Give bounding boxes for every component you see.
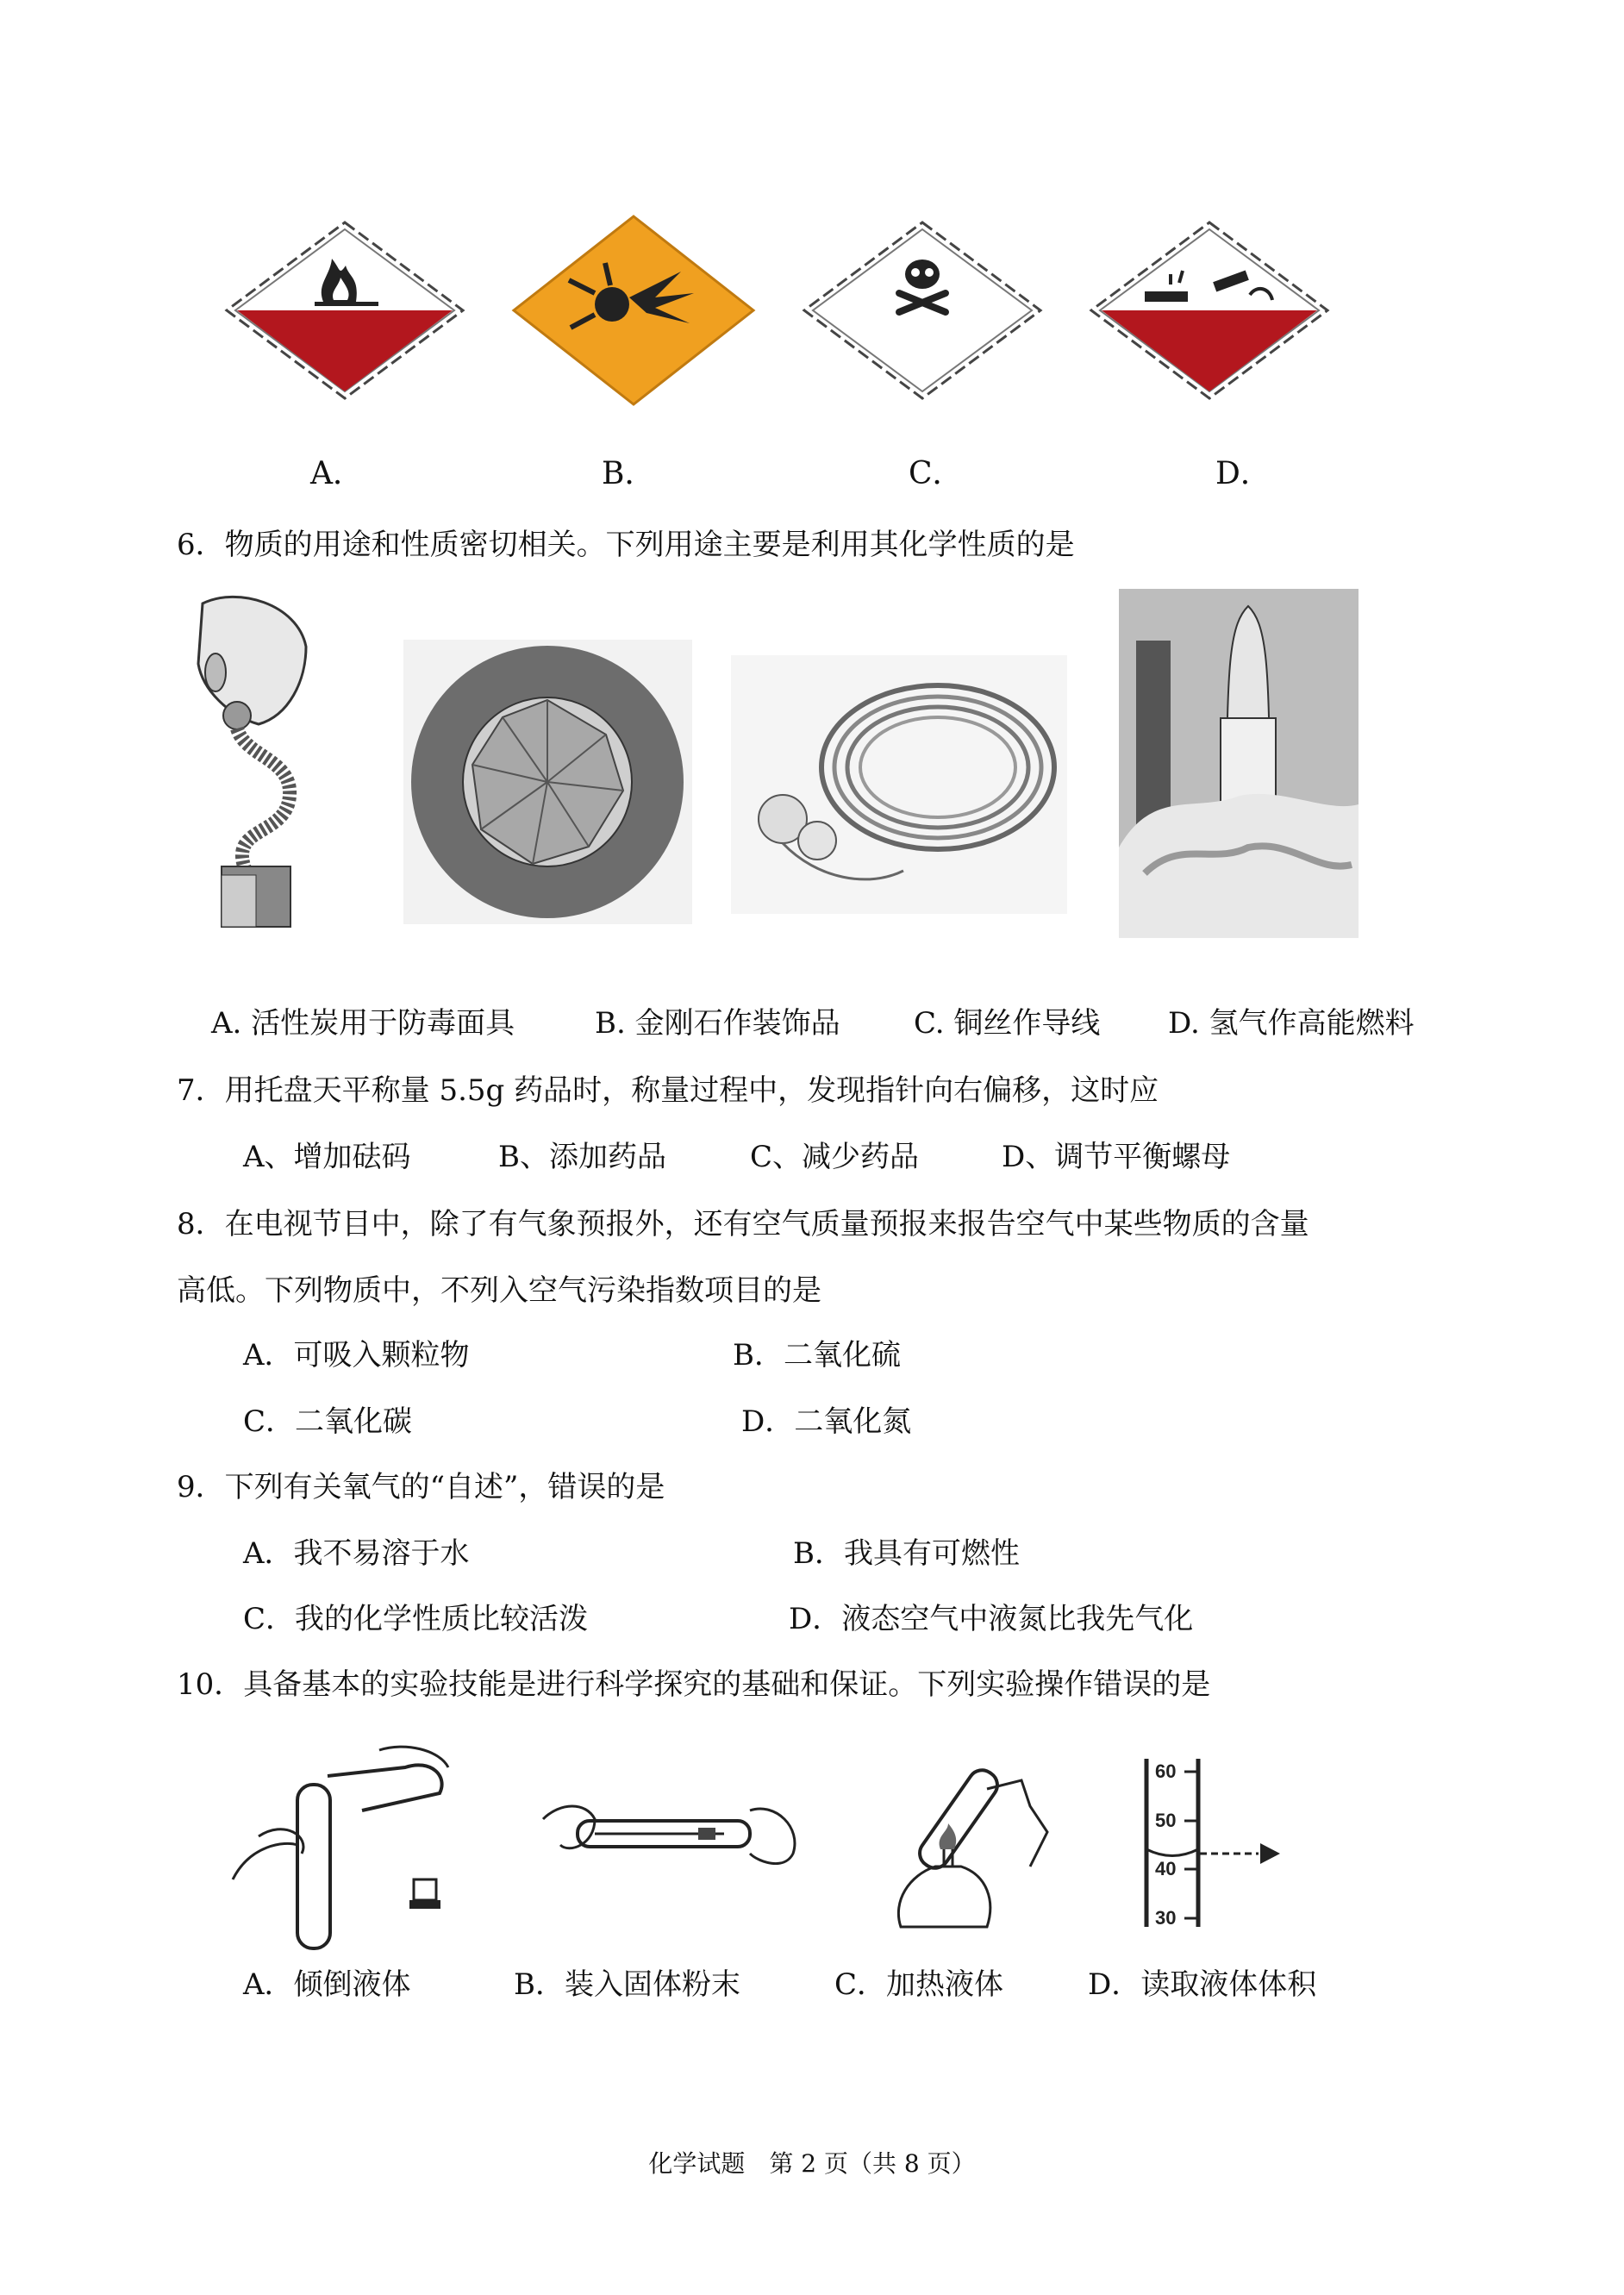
q8-stem-line2: 高低。下列物质中，不列入空气污染指数项目的是: [177, 1273, 821, 1308]
cylinder-tick-50: 50: [1155, 1810, 1177, 1831]
q8-option-b: B．二氧化硫: [733, 1338, 901, 1373]
measuring-cylinder-image: [1138, 1759, 1293, 1931]
hazard-label-b: B．: [602, 456, 656, 491]
q10-option-a: A．倾倒液体: [243, 1967, 411, 2002]
heating-liquid-image: [875, 1754, 1073, 1927]
q10-stem: 10．具备基本的实验技能是进行科学探究的基础和保证。下列实验操作错误的是: [177, 1667, 1211, 1702]
q6-option-c: C. 铜丝作导线: [914, 1006, 1101, 1041]
q8-option-a: A．可吸入颗粒物: [243, 1338, 470, 1373]
q8-stem-line1: 8．在电视节目中，除了有气象预报外，还有空气质量预报来报告空气中某些物质的含量: [177, 1207, 1309, 1241]
cylinder-tick-30: 30: [1155, 1907, 1177, 1929]
powder-loading-image: [543, 1785, 802, 1905]
hazard-label-a: A．: [310, 456, 364, 491]
q6-option-b: B. 金刚石作装饰品: [595, 1006, 840, 1041]
q7-option-d: D、调节平衡螺母: [1002, 1140, 1231, 1174]
rocket-launch-image: [1119, 589, 1359, 938]
q9-stem: 9．下列有关氧气的“自述”，错误的是: [177, 1470, 665, 1504]
q7-option-b: B、添加药品: [498, 1140, 666, 1174]
q6-option-a: A. 活性炭用于防毒面具: [211, 1006, 515, 1041]
q7-option-a: A、增加砝码: [243, 1140, 411, 1174]
corrosive-sign: [1084, 216, 1334, 405]
pouring-liquid-image: [233, 1742, 465, 1948]
toxic-sign: [797, 216, 1047, 405]
q10-option-d: D．读取液体体积: [1088, 1967, 1317, 2002]
q9-option-b: B．我具有可燃性: [793, 1536, 1020, 1571]
page-footer: 化学试题 第 2 页（共 8 页）: [648, 2149, 976, 2178]
hazard-label-d: D．: [1215, 456, 1271, 491]
q9-option-d: D．液态空气中液氮比我先气化: [789, 1602, 1194, 1636]
diamond-image: [403, 640, 692, 924]
q8-option-d: D．二氧化氮: [741, 1404, 912, 1439]
q8-option-c: C．二氧化碳: [243, 1404, 413, 1439]
q7-option-c: C、减少药品: [750, 1140, 920, 1174]
copper-wire-image: [731, 655, 1067, 914]
gas-mask-image: [177, 586, 332, 931]
hazard-label-c: C．: [909, 456, 964, 491]
q6-option-d: D. 氢气作高能燃料: [1168, 1006, 1415, 1041]
q10-option-c: C．加热液体: [834, 1967, 1004, 2002]
cylinder-tick-40: 40: [1155, 1858, 1177, 1879]
explosive-sign: [509, 211, 759, 410]
q9-option-c: C．我的化学性质比较活泼: [243, 1602, 589, 1636]
q9-option-a: A．我不易溶于水: [243, 1536, 470, 1571]
flammable-sign: [220, 216, 470, 405]
q7-stem: 7．用托盘天平称量 5.5g 药品时，称量过程中，发现指针向右偏移，这时应: [177, 1073, 1159, 1108]
cylinder-tick-60: 60: [1155, 1760, 1177, 1782]
q6-stem: 6．物质的用途和性质密切相关。下列用途主要是利用其化学性质的是: [177, 528, 1075, 562]
q10-option-b: B．装入固体粉末: [514, 1967, 740, 2002]
